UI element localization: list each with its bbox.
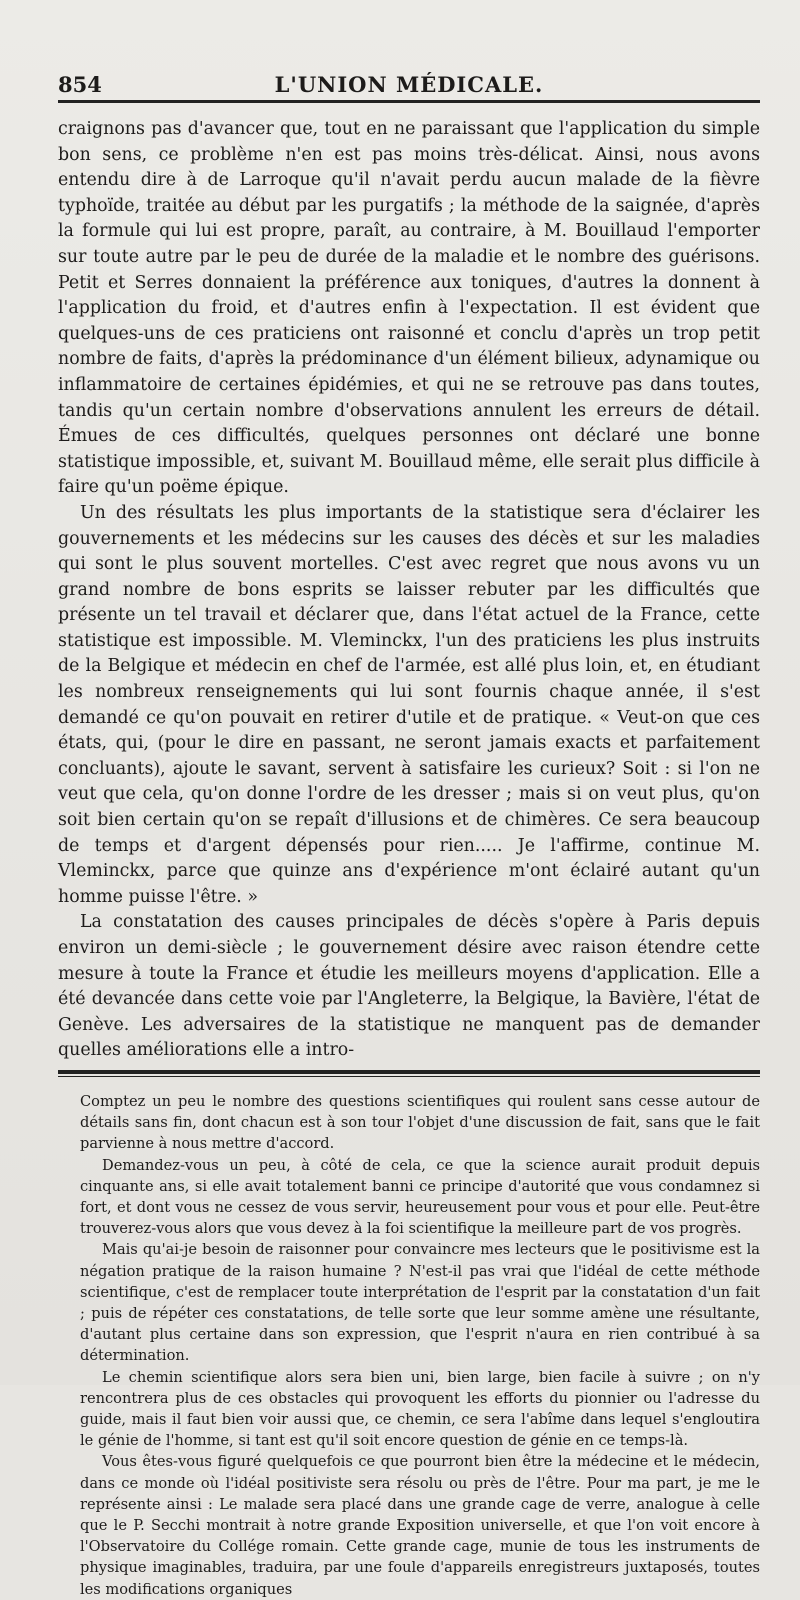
feuilleton-paragraph: Mais qu'ai-je besoin de raisonner pour convaincre mes lecteurs que le positivisme est la négation pratique de la raison humaine ? N'est-il pas vrai que l'idéal de cette méthode scientifique, c'est de remplacer toute interprétation de l'esprit par la constatation d'un fait ; puis de répéter ces constatations, de telle sorte que leur somme amène une résultante, d'autant plus certaine dans son expression, que l'esprit n'aura en rien contribué à sa détermination. [80,1241,760,1365]
feuilleton-paragraph: Demandez-vous un peu, à côté de cela, ce que la science aurait produit depuis cinquante ans, si elle avait totalement banni ce principe d'autorité que vous condamnez si fort, et dont vous ne cessez de vous servir, heureusement pour vous et pour elle. Peut-être trouverez-vous alors que vous devez à la foi scientifique la meilleure part de vos progrès. [80,1156,760,1238]
page-header [58,70,760,103]
section-divider [58,1070,760,1077]
feuilleton-paragraph: Vous êtes-vous figuré quelquefois ce que pourront bien être la médecine et le médecin, dans ce monde où l'idéal positiviste sera résolu ou près de l'être. Pour ma part, je me le représente ainsi : Le malade sera placé dans une grande cage de verre, analogue à celle que le P. Secchi montrait à notre grande Exposition universelle, et que l'on voit encore à l'Observatoire du Collége romain. Cette grande cage, munie de tous les instruments de physique imaginables, traduira, par une foule d'appareils enregistreurs juxtaposés, toutes les modifications organiques [80,1453,760,1598]
main-text-column [58,117,760,1064]
feuilleton-paragraph: Comptez un peu le nombre des questions scientifiques qui roulent sans cesse autour de détails sans fin, dont chacun est à son tour l'objet d'une discussion de fait, sans que le fait parvienne à nous mettre d'accord. [80,1092,760,1153]
body-paragraph: La constatation des causes principales de décès s'opère à Paris depuis environ un demi-siècle ; le gouvernement désire avec raison étendre cette mesure à toute la France et étudie les meilleurs moyens d'application. Elle a été devancée dans cette voie par l'Angleterre, la Belgique, la Bavière, l'état de Genève. Les adversaires de la statistique ne manquent pas de demander quelles améliorations elle a intro- [58,912,760,1061]
feuilleton-paragraph: Le chemin scientifique alors sera bien uni, bien large, bien facile à suivre ; on n'y rencontrera plus de ces obstacles qui provoquent les efforts du pionnier ou l'adresse du guide, mais il faut bien voir aussi que, ce chemin, ce sera l'abîme dans lequel s'engloutira le génie de l'homme, si tant est qu'il soit encore question de génie en ce temps-là. [80,1368,760,1450]
body-paragraph: Un des résultats les plus importants de la statistique sera d'éclairer les gouvernements et les médecins sur les causes des décès et sur les maladies qui sont le plus souvent mortelles. C'est avec regret que nous avons vu un grand nombre de bons esprits se laisser rebuter par les difficultés que présente un tel travail et déclarer que, dans l'état actuel de la France, cette statistique est impossible. M. Vleminckx, l'un des praticiens les plus instruits de la Belgique et médecin en chef de l'armée, est allé plus loin, et, en étudiant les nombreux renseignements qui lui sont fournis chaque année, il s'est demandé ce qu'on pouvait en retirer d'utile et de pratique. « Veut-on que ces états, qui, (pour le dire en passant, ne seront jamais exacts et parfaitement concluants), ajoute le savant, servent à satisfaire les curieux? Soit : si l'on ne veut que cela, qu'on donne l'ordre de les dresser ; mais si on veut plus, qu'on soit bien certain qu'on se repaît d'illusions et de chimères. Ce sera beaucoup de temps et d'argent dépensés pour rien..... Je l'affirme, continue M. Vleminckx, parce que quinze ans d'expérience m'ont éclairé autant qu'un homme puisse l'être. » [58,502,760,907]
body-paragraph: craignons pas d'avancer que, tout en ne paraissant que l'application du simple bon sens, ce problème n'en est pas moins très-délicat. Ainsi, nous avons entendu dire à de Larroque qu'il n'avait perdu aucun malade de la fièvre typhoïde, traitée au début par les purgatifs ; la méthode de la saignée, d'après la formule qui lui est propre, paraît, au contraire, à M. Bouillaud l'emporter sur toute autre par le peu de durée de la maladie et le nombre des guérisons. Petit et Serres donnaient la préférence aux toniques, d'autres la donnent à l'application du froid, et d'autres enfin à l'expectation. Il est évident que quelques-uns de ces praticiens ont raisonné et conclu d'après un trop petit nombre de faits, d'après la prédominance d'un élément bilieux, adynamique ou inflammatoire de certaines épidémies, et qui ne se retrouve pas dans toutes, tandis qu'un certain nombre d'observations annulent les erreurs de détail. Émues de ces difficultés, quelques personnes ont déclaré une bonne statistique impossible, et, suivant M. Bouillaud même, elle serait plus difficile à faire qu'un poëme épique. [58,119,760,498]
feuilleton-section [58,1091,760,1600]
page-number: 854 [58,72,102,97]
running-title: L'UNION MÉDICALE. [274,72,544,97]
